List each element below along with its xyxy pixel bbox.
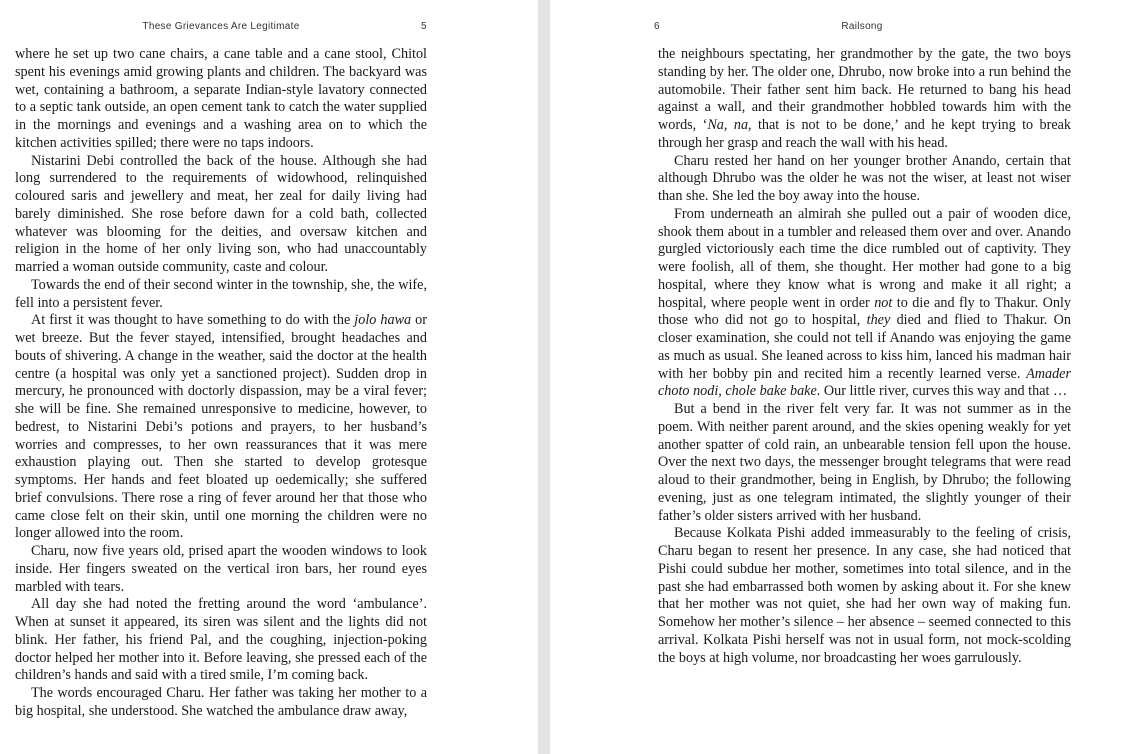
paragraph: At first it was thought to have something to do with the jolo hawa or wet breeze. But the fever stayed, intensified, brought headaches and bouts of shivering. A change in the weather, said the doctor at the health centre (a hospital was only yet a sanctioned project). Sudden drop in mercury, he pronounced with doctorly dispassion, may be a viral fever; she will be fine. She remained unresponsive to medicine, however, to bedrest, to Nistarini Debi’s potions and prayers, to her husband’s worries and compresses, to her own reassurances that it was mere exhaustion playing out. Then she started to develop grotesque symptoms. Her hands and feet bloated up oedemically; she suffered brief convulsions. There rose a ring of fever around her that those who came close felt on their skin, until one morning the children were no longer allowed into the room. [15, 312, 427, 542]
paragraph: the neighbours spectating, her grandmother by the gate, the two boys standing by her. The older one, Dhrubo, now broke into a run behind the automobile. Their father sent him back. He returned to bang his head against a wall, and their grandmother hobbled towards him with the words, ‘Na, na, that is not to be done,’ and he kept trying to break through her grasp and reach the wall with his head. [658, 46, 1072, 151]
paragraph: But a bend in the river felt very far. It was not summer as in the poem. With neither parent around, and the skies opening weakly for yet another spatter of cold rain, an unbearable tension fell upon the house. Over the next two days, the messenger brought telegrams that were read aloud to their grandmother, being in English, by Dhrubo; the following evening, just as one telegram intimated, the slightly younger of their father’s older sisters arrived with her husband. [658, 401, 1071, 524]
paragraph: Charu, now five years old, prised apart the wooden windows to look inside. Her fingers sweated on the vertical iron bars, her round eyes marbled with tears. [15, 543, 427, 595]
running-title: These Grievances Are Legitimate [142, 21, 300, 32]
paragraph: From underneath an almirah she pulled out a pair of wooden dice, shook them about in a tumbler and released them over and over. Anando gurgled victoriously each time the dice rumbled out of captivity. They were foolish, all of them, she thought. Her mother had gone to a big hospital, where they know what is wrong and make it all right; a hospital, where people went in order not to die and fly to Thakur. Only those who did not go to hospital, they died and flied to Thakur. On closer examination, she could not tell if Anando was enjoying the game as much as usual. She leaned across to kiss him, lanced his madman hair with her bobby pin and recited him a recently learned verse. Amader choto nodi, chole bake bake. Our little river, curves this way and that … [658, 205, 1071, 400]
right-page [550, 0, 1126, 754]
running-title: Railsong [841, 21, 883, 32]
paragraph: Because Kolkata Pishi added immeasurably to the feeling of crisis, Charu began to resent her presence. In any case, she had noticed that Pishi could subdue her mother, sometimes into total silence, and in the past she had embarrassed both women by asking about it. For she knew that her mother was not quiet, she had her own way of making fun. Somehow her mother’s silence – her absence – seemed connected to this arrival. Kolkata Pishi herself was not in usual form, not mock-scolding the boys at high volume, nor broadcasting her woes garrulously. [658, 525, 1071, 666]
paragraph: All day she had noted the fretting around the word ‘ambulance’. When at sunset it appeared, its siren was silent and the lights did not blink. Her father, his friend Pal, and the coughing, injection-poking doctor helped her mother into it. Before leaving, she pressed each of the children’s hands and said with a tired smile, I’m coming back. [15, 596, 427, 684]
paragraph: Charu rested her hand on her younger brother Anando, certain that although Dhrubo was the older he was not the wiser, at least not wiser than she. She led the boy away into the house. [658, 152, 1071, 204]
body-text [658, 46, 1071, 667]
paragraph: Towards the end of their second winter in the township, she, the wife, fell into a persistent fever. [15, 276, 427, 311]
paragraph: Nistarini Debi controlled the back of the house. Although she had long surrendered to the requirements of widowhood, relinquished coloured saris and jewellery and meat, her zeal for daily living had barely diminished. She rose before dawn for a cold bath, collected whatever was blooming for the deities, and oversaw kitchen and religion in the home of her only living son, who had unaccountably married a woman outside community, caste and colour. [15, 152, 427, 275]
paragraph: where he set up two cane chairs, a cane table and a cane stool, Chitol spent his evenings amid growing plants and children. The backyard was wet, containing a bathroom, a separate Indian-style lavatory connected to a septic tank outside, an open cement tank to catch the water supplied in the mornings and evenings and a washing area on to which the kitchen activities spilled; there were no taps indoors. [15, 46, 427, 151]
left-page [0, 0, 538, 754]
body-text [15, 46, 427, 721]
page-number: 6 [654, 21, 660, 32]
paragraph: The words encouraged Charu. Her father was taking her mother to a big hospital, she understood. She watched the ambulance draw away, [15, 685, 427, 719]
page-number: 5 [421, 21, 427, 32]
